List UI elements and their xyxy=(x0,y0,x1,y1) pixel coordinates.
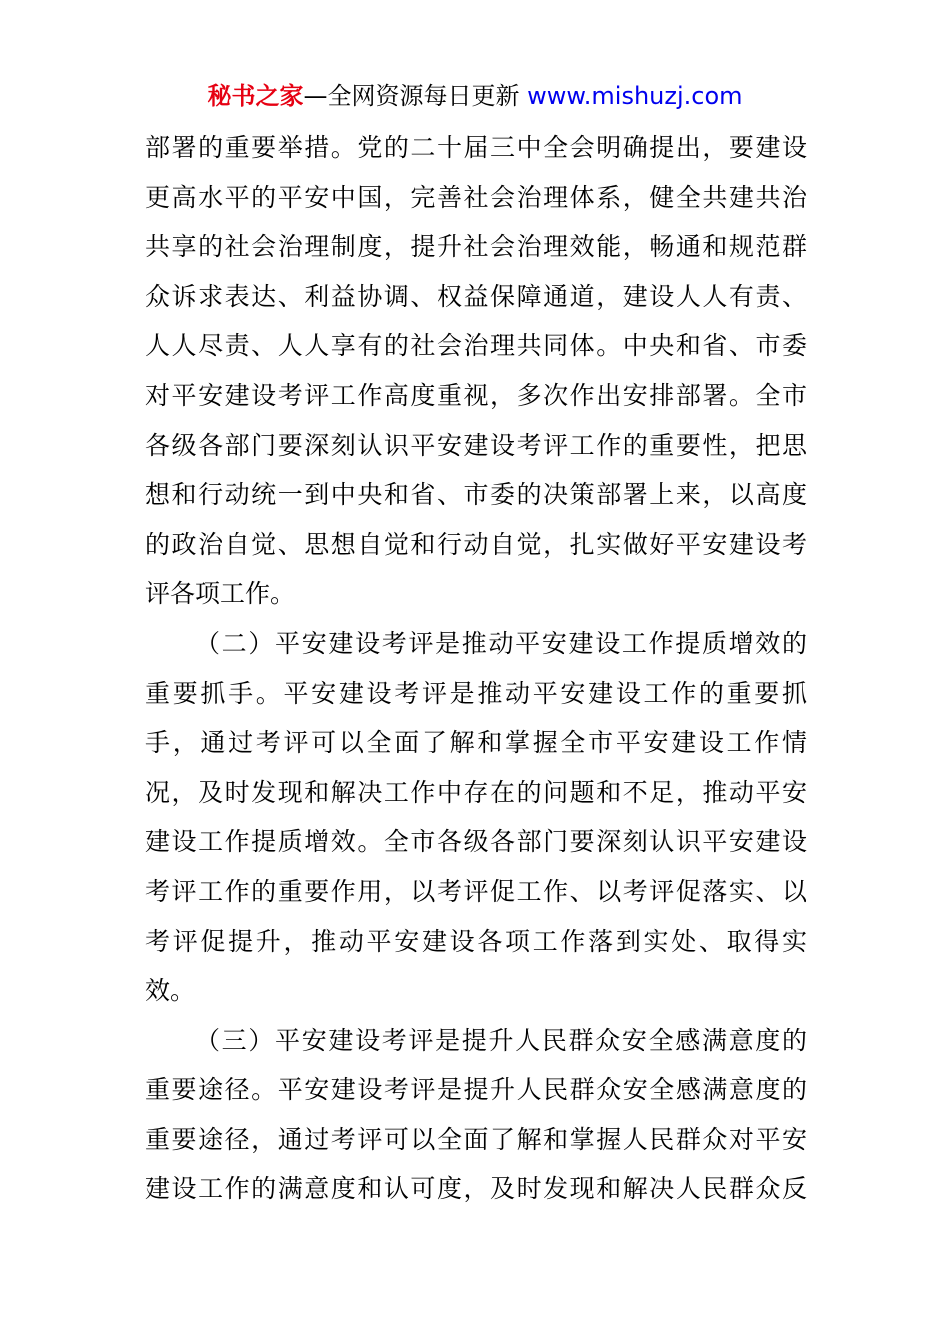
text-line: 建设工作的满意度和认可度，及时发现和解决人民群众反 xyxy=(145,1174,807,1204)
text-line: 重要抓手。平安建设考评是推动平安建设工作的重要抓 xyxy=(145,678,807,708)
text-line: 手，通过考评可以全面了解和掌握全市平安建设工作情 xyxy=(145,728,807,758)
text-line: 考评工作的重要作用，以考评促工作、以考评促落实、以 xyxy=(145,876,807,906)
paragraph-end-line: 评各项工作。 xyxy=(145,579,296,609)
header-tagline: —全网资源每日更新 xyxy=(303,82,520,110)
page-header xyxy=(0,80,950,112)
document-body xyxy=(145,123,807,1214)
text-line: 重要途径，通过考评可以全面了解和掌握人民群众对平安 xyxy=(145,1124,807,1154)
text-line: 各级各部门要深刻认识平安建设考评工作的重要性，把思 xyxy=(145,430,807,460)
brand-name: 秘书之家 xyxy=(207,82,304,110)
text-line: 更高水平的平安中国，完善社会治理体系，健全共建共治 xyxy=(145,182,807,212)
text-line: 部署的重要举措。党的二十届三中全会明确提出，要建设 xyxy=(145,133,807,162)
section-heading-line: （二）平安建设考评是推动平安建设工作提质增效的 xyxy=(195,628,807,658)
section-heading-line: （三）平安建设考评是提升人民群众安全感满意度的 xyxy=(195,1025,807,1055)
text-line: 众诉求表达、利益协调、权益保障通道，建设人人有责、 xyxy=(145,281,807,311)
text-line: 的政治自觉、思想自觉和行动自觉，扎实做好平安建设考 xyxy=(145,529,807,559)
text-line: 想和行动统一到中央和省、市委的决策部署上来，以高度 xyxy=(145,480,807,510)
paragraph-end-line: 效。 xyxy=(145,976,196,1006)
text-line: 对平安建设考评工作高度重视，多次作出安排部署。全市 xyxy=(145,380,807,410)
text-line: 建设工作提质增效。全市各级各部门要深刻认识平安建设 xyxy=(145,827,807,857)
text-line: 况，及时发现和解决工作中存在的问题和不足，推动平安 xyxy=(145,777,807,807)
text-line: 共享的社会治理制度，提升社会治理效能，畅通和规范群 xyxy=(145,232,807,262)
text-line: 考评促提升，推动平安建设各项工作落到实处、取得实 xyxy=(145,926,807,956)
site-url-link[interactable]: www.mishuzj.com xyxy=(527,82,743,110)
text-line: 重要途径。平安建设考评是提升人民群众安全感满意度的 xyxy=(145,1075,807,1105)
text-line: 人人尽责、人人享有的社会治理共同体。中央和省、市委 xyxy=(145,331,807,361)
